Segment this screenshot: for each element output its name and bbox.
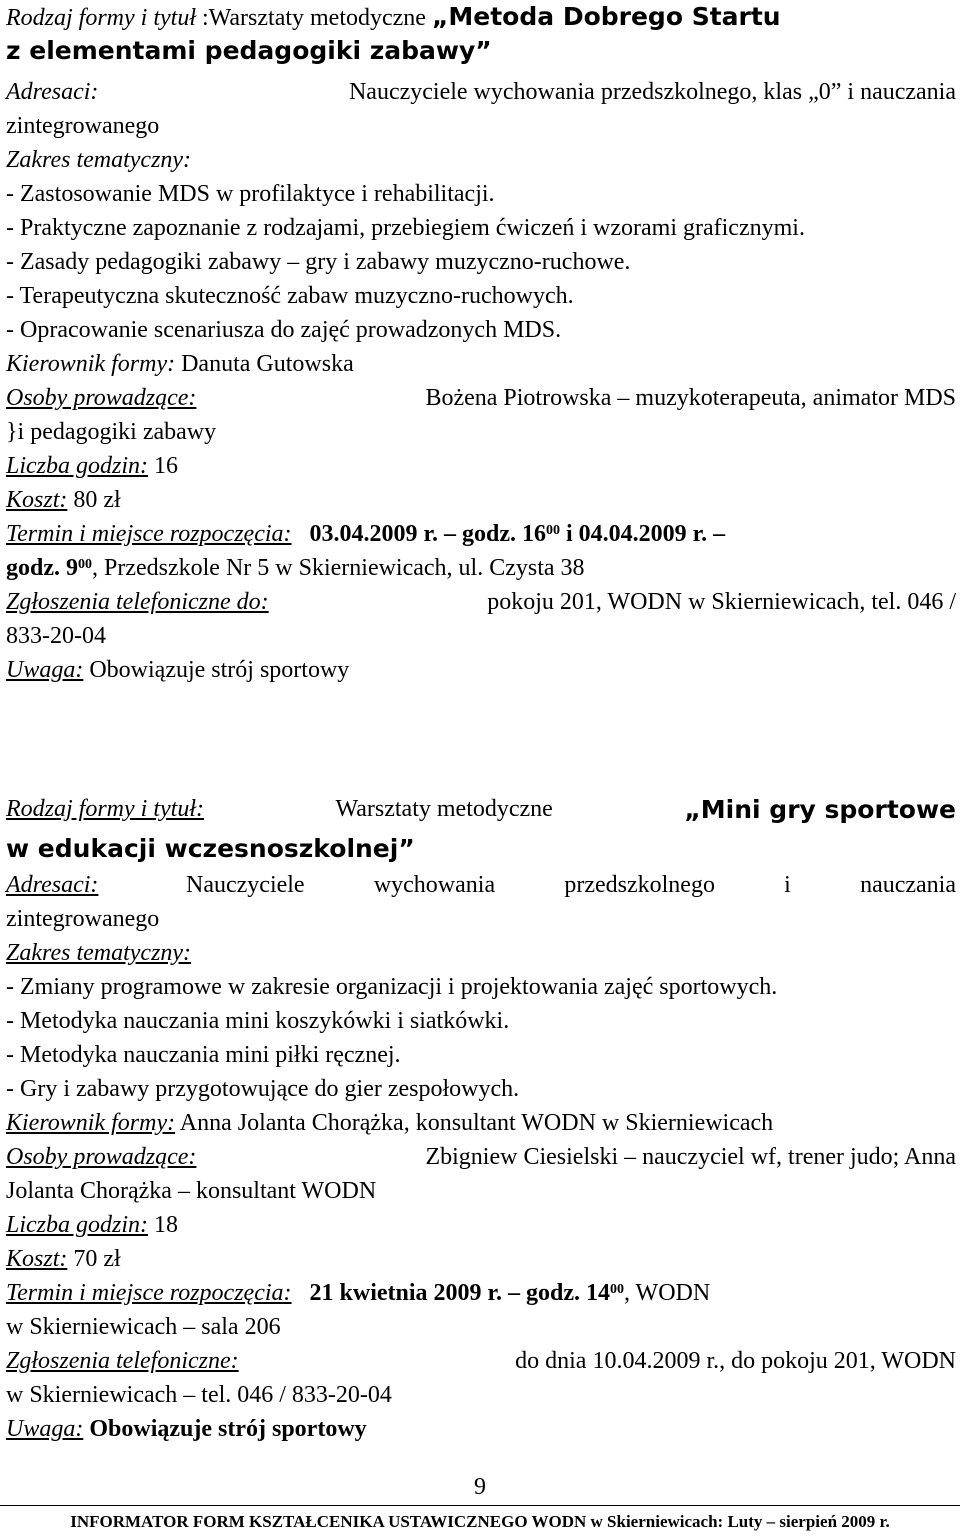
note-line bbox=[6, 1413, 956, 1446]
time-value: godz. 9 bbox=[6, 555, 78, 581]
date-place-label: Termin i miejsce rozpoczęcia: bbox=[6, 521, 292, 547]
time-minutes: 00 bbox=[78, 557, 92, 572]
hours-label: Liczba godzin: bbox=[6, 1212, 149, 1238]
scope-item: - Terapeutyczna skuteczność zabaw muzyczno-ruchowych. bbox=[6, 283, 574, 309]
note-label: Uwaga: bbox=[6, 1416, 84, 1442]
trainers-line bbox=[6, 1141, 956, 1174]
note-value: Obowiązuje strój sportowy bbox=[89, 657, 350, 683]
date-place-line bbox=[6, 1277, 956, 1310]
form-title: „Mini gry sportowe bbox=[684, 795, 956, 824]
page-footer: INFORMATOR FORM KSZTAŁCENIKA USTAWICZNEGO WODN w Skierniewicach: Luty – sierpień 2009 r. bbox=[70, 1512, 890, 1531]
cost-line bbox=[6, 1243, 956, 1276]
scope-item: - Zmiany programowe w zakresie organizacji i projektowania zajęć sportowych. bbox=[6, 974, 778, 1000]
form-title-cont: w edukacji wczesnoszkolnej” bbox=[6, 834, 415, 863]
trainers-label: Osoby prowadzące: bbox=[6, 1144, 197, 1170]
trainers-continuation: Jolanta Chorążka – konsultant WODN bbox=[6, 1178, 377, 1204]
manager-value: Anna Jolanta Chorążka, konsultant WODN w Skierniewicach bbox=[179, 1110, 774, 1136]
date-place-line bbox=[6, 518, 956, 551]
manager-line bbox=[6, 1107, 956, 1140]
scope-item: - Gry i zabawy przygotowujące do gier zespołowych. bbox=[6, 1076, 520, 1102]
footer-divider bbox=[0, 1505, 960, 1506]
note-line bbox=[6, 654, 956, 687]
recipients-line bbox=[6, 869, 956, 902]
form-type-value: :Warsztaty metodyczne bbox=[195, 5, 432, 31]
trainers-value: Bożena Piotrowska – muzykoterapeuta, animator MDS bbox=[425, 385, 956, 411]
hours-value: 18 bbox=[154, 1212, 179, 1238]
scope-item: - Zastosowanie MDS w profilaktyce i rehabilitacji. bbox=[6, 181, 495, 207]
form-type-title-line bbox=[6, 793, 956, 826]
place-value: , WODN bbox=[623, 1280, 711, 1306]
registration-line bbox=[6, 586, 956, 619]
date-value-2: i 04.04.2009 r. – bbox=[559, 521, 726, 547]
manager-label: Kierownik formy: bbox=[6, 1110, 176, 1136]
date-place-continuation bbox=[6, 552, 956, 585]
form-title-continuation bbox=[6, 832, 956, 865]
scope-label: Zakres tematyczny: bbox=[6, 147, 192, 173]
place-value: , Przedszkole Nr 5 w Skierniewicach, ul. Czysta 38 bbox=[92, 555, 585, 581]
form-title: „Metoda Dobrego Startu bbox=[431, 2, 781, 31]
cost-label: Koszt: bbox=[6, 1246, 68, 1272]
scope-item: - Zasady pedagogiki zabawy – gry i zabawy muzyczno-ruchowe. bbox=[6, 249, 631, 275]
recipients-value: Nauczyciele wychowania przedszkolnego i nauczania bbox=[186, 872, 956, 898]
form-title-continuation bbox=[6, 34, 956, 67]
manager-value: Danuta Gutowska bbox=[181, 351, 354, 377]
registration-value: do dnia 10.04.2009 r., do pokoju 201, WODN bbox=[515, 1348, 956, 1374]
note-value: Obowiązuje strój sportowy bbox=[89, 1416, 367, 1442]
scope-item: - Metodyka nauczania mini piłki ręcznej. bbox=[6, 1042, 401, 1068]
cost-line bbox=[6, 484, 956, 517]
form-type-title-line bbox=[6, 0, 956, 33]
trainers-continuation: }i pedagogiki zabawy bbox=[6, 419, 217, 445]
page-number: 9 bbox=[474, 1474, 486, 1500]
registration-value: pokoju 201, WODN w Skierniewicach, tel. 046 / bbox=[487, 589, 956, 615]
manager-label: Kierownik formy: bbox=[6, 351, 176, 377]
scope-item: - Praktyczne zapoznanie z rodzajami, przebiegiem ćwiczeń i wzorami graficznymi. bbox=[6, 215, 805, 241]
registration-line bbox=[6, 1345, 956, 1378]
trainers-label: Osoby prowadzące: bbox=[6, 385, 197, 411]
hours-value: 16 bbox=[154, 453, 179, 479]
registration-label: Zgłoszenia telefoniczne do: bbox=[6, 589, 269, 615]
date-place-continuation: w Skierniewicach – sala 206 bbox=[6, 1314, 281, 1340]
date-place-label: Termin i miejsce rozpoczęcia: bbox=[6, 1280, 292, 1306]
form-type-label: Rodzaj formy i tytuł: bbox=[6, 796, 204, 822]
recipients-label: Adresaci: bbox=[6, 79, 99, 105]
trainers-line bbox=[6, 382, 956, 415]
registration-label: Zgłoszenia telefoniczne: bbox=[6, 1348, 239, 1374]
hours-line bbox=[6, 450, 956, 483]
time-minutes: 00 bbox=[609, 1282, 624, 1297]
scope-item: - Metodyka nauczania mini koszykówki i siatkówki. bbox=[6, 1008, 510, 1034]
recipients-continuation: zintegrowanego bbox=[6, 906, 160, 932]
time-minutes: 00 bbox=[545, 523, 560, 538]
scope-item: - Opracowanie scenariusza do zajęć prowadzonych MDS. bbox=[6, 317, 562, 343]
cost-value: 80 zł bbox=[73, 487, 121, 513]
scope-label: Zakres tematyczny: bbox=[6, 940, 192, 966]
hours-line bbox=[6, 1209, 956, 1242]
hours-label: Liczba godzin: bbox=[6, 453, 149, 479]
manager-line bbox=[6, 348, 956, 381]
date-value: 03.04.2009 r. – godz. 16 bbox=[309, 521, 546, 547]
trainers-value: Zbigniew Ciesielski – nauczyciel wf, trener judo; Anna bbox=[425, 1144, 956, 1170]
date-value: 21 kwietnia 2009 r. – godz. 14 bbox=[309, 1280, 610, 1306]
recipients-continuation: zintegrowanego bbox=[6, 113, 160, 139]
cost-label: Koszt: bbox=[6, 487, 68, 513]
registration-continuation: w Skierniewicach – tel. 046 / 833-20-04 bbox=[6, 1382, 392, 1408]
recipients-line bbox=[6, 76, 956, 109]
cost-value: 70 zł bbox=[73, 1246, 121, 1272]
form-title-cont: z elementami pedagogiki zabawy” bbox=[6, 36, 492, 65]
recipients-label: Adresaci: bbox=[6, 872, 99, 898]
form-type-label: Rodzaj formy i tytuł bbox=[6, 5, 196, 31]
recipients-value: Nauczyciele wychowania przedszkolnego, klas „0” i nauczania bbox=[348, 79, 956, 105]
form-type-value: Warsztaty metodyczne bbox=[335, 796, 553, 822]
registration-continuation: 833-20-04 bbox=[6, 623, 106, 649]
note-label: Uwaga: bbox=[6, 657, 84, 683]
